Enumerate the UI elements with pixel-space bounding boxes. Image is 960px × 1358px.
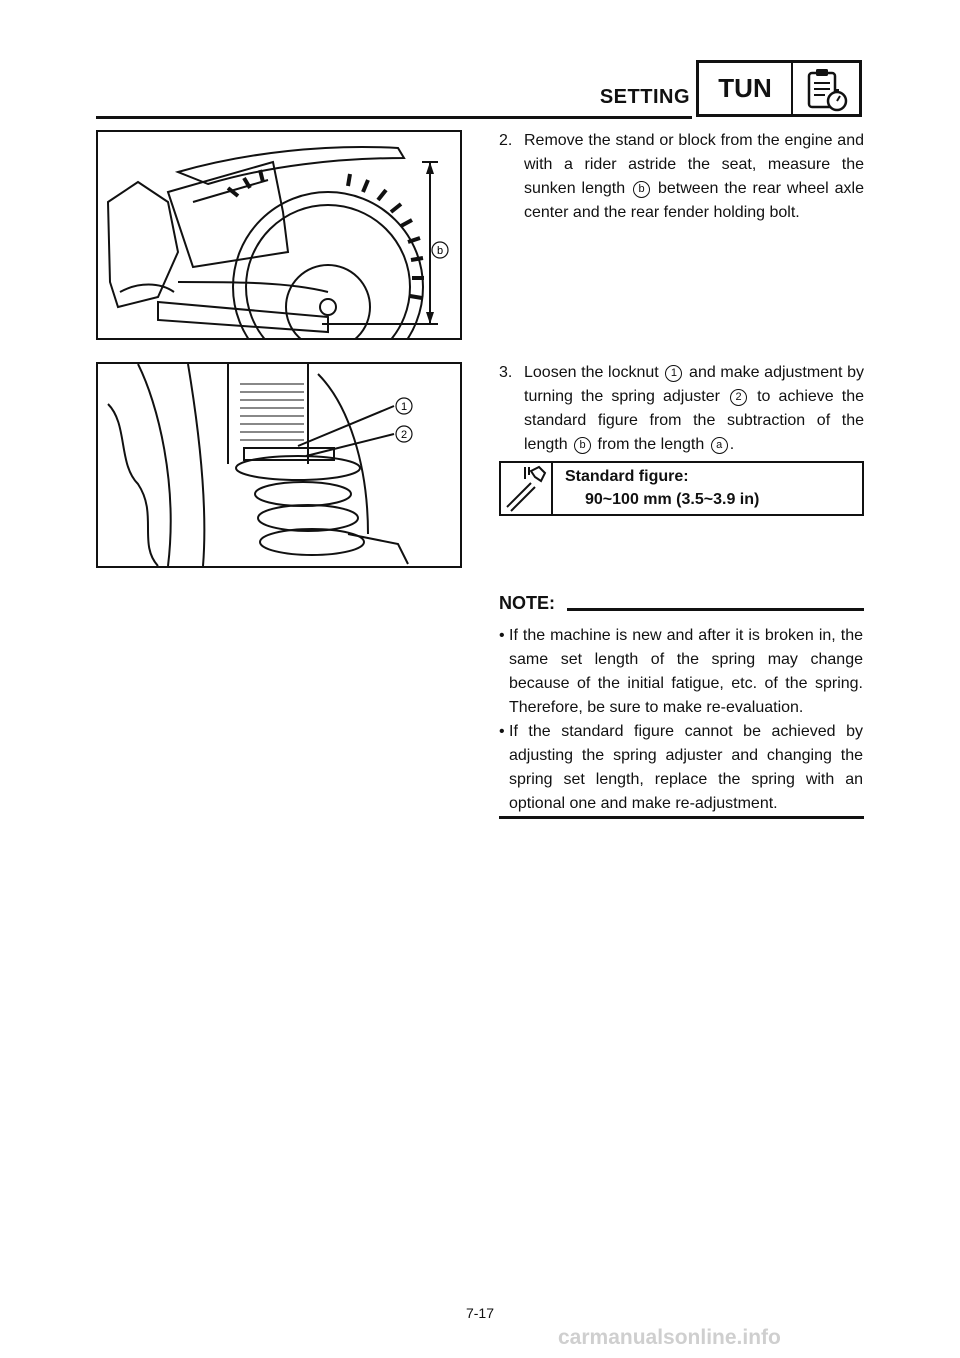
note-rule — [567, 608, 864, 611]
spec-value: 90~100 mm (3.5~3.9 in) — [585, 491, 760, 508]
section-badge-label: TUN — [718, 73, 772, 103]
step-2 — [499, 129, 864, 225]
figure-label-2: 2 — [400, 429, 408, 441]
callout-b: b — [633, 181, 650, 198]
note-item-text: If the machine is new and after it is broken in, the same set length of the spring may change because of the initial fatigue, etc. of the spring. Therefore, be sure to make re-evaluation. — [509, 627, 863, 716]
step-text-part: Remove the stand or block from the engine and with a rider astride the seat, measure the sunken length — [524, 132, 864, 197]
step-text-part: . — [729, 436, 735, 453]
step-number: 2. — [499, 132, 513, 149]
note-item — [499, 624, 863, 720]
callout-1: 1 — [665, 365, 682, 382]
rear-shock-spring-illustration — [98, 364, 460, 566]
note-item-text: If the standard figure cannot be achieved by adjusting the spring adjuster and changing the spring set length, replace the spring with an optional one and make re-adjustment. — [509, 723, 863, 812]
spec-label: Standard figure: — [565, 468, 689, 485]
figure-label-1: 1 — [400, 401, 408, 413]
page-number: 7-17 — [465, 1305, 495, 1321]
step-3 — [499, 361, 864, 457]
step-text-part: from the length — [597, 436, 705, 453]
callout-2: 2 — [730, 389, 747, 406]
callout-b: b — [574, 437, 591, 454]
bullet: • — [499, 723, 505, 740]
note-heading: NOTE: — [499, 593, 555, 613]
section-title: SETTING — [599, 86, 690, 108]
callout-a: a — [711, 437, 728, 454]
bullet: • — [499, 627, 505, 644]
note-end-rule — [499, 816, 864, 819]
step-text-part: Loosen the locknut — [524, 364, 659, 381]
section-badge — [696, 60, 862, 117]
caliper-wrench-icon — [501, 463, 553, 514]
step-text-part: between the rear wheel axle center and the rear fender holding bolt. — [524, 180, 864, 221]
clipboard-stopwatch-icon — [803, 67, 851, 118]
standard-figure-box — [499, 461, 864, 516]
rear-wheel-figure — [96, 130, 462, 340]
step-text-part: to achieve the standard figure from the subtraction of the length — [524, 388, 865, 453]
shock-figure — [96, 362, 462, 568]
step-text-part: and make adjustment by turning the spring adjuster — [524, 364, 864, 405]
note-item — [499, 720, 863, 816]
figure-label-b: b — [436, 245, 444, 257]
header-rule — [96, 116, 692, 119]
step-text — [524, 129, 864, 225]
watermark: carmanualsonline.info — [558, 1326, 781, 1349]
badge-divider — [791, 63, 793, 114]
rear-wheel-sag-illustration — [98, 132, 460, 338]
step-text — [524, 361, 864, 457]
step-number: 3. — [499, 364, 513, 381]
